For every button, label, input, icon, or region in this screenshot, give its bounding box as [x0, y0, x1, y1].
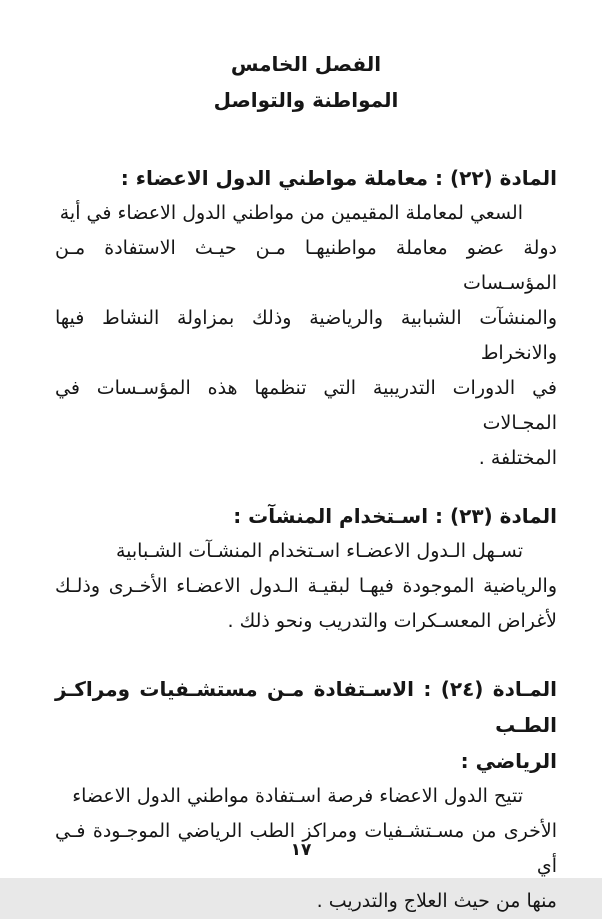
text-line: الأخرى من مسـتشـفيات ومراكز الطب الرياضي الموجـودة فـي أي — [55, 820, 557, 877]
text-line: تتيح الدول الاعضاء فرصة اسـتفادة مواطني الدول الاعضاء — [72, 785, 523, 807]
article-24-heading-line-1: المـادة (٢٤) : الاسـتفادة مـن مستشـفيات ومراكـز الطـب — [55, 677, 557, 737]
article-23-paragraph — [55, 534, 557, 639]
article-22-section — [55, 160, 557, 476]
text-line: منها من حيث العلاج والتدريب . — [316, 890, 557, 912]
text-line: دولة عضو معاملة مواطنيهـا مـن حيـث الاستفادة مـن المؤسـسات — [55, 237, 557, 294]
text-line: والرياضية الموجودة فيهـا لبقيـة الـدول الاعضـاء الأخـرى وذلـك — [55, 575, 557, 597]
article-24-section — [55, 671, 557, 919]
chapter-subtitle: المواطنة والتواصل — [213, 88, 399, 112]
chapter-title: الفصل الخامس — [230, 52, 382, 76]
text-line: لأغراض المعسـكرات والتدريب ونحو ذلك . — [227, 610, 557, 632]
text-line: المختلفة . — [478, 447, 557, 469]
article-24-heading-line-2: الرياضي : — [460, 749, 557, 773]
article-22-paragraph — [55, 196, 557, 476]
article-23-heading: المادة (٢٣) : اسـتخدام المنشآت : — [233, 504, 557, 528]
text-line: السعي لمعاملة المقيمين من مواطني الدول الاعضاء في أية — [59, 202, 523, 224]
text-line: والمنشآت الشبابية والرياضية وذلك بمزاولة النشاط فيها والانخراط — [55, 307, 557, 364]
chapter-header — [55, 46, 557, 118]
article-22-heading: المادة (٢٢) : معاملة مواطني الدول الاعضاء : — [120, 166, 557, 190]
page-number: ١٧ — [290, 840, 312, 860]
text-line: في الدورات التدريبية التي تنظمها هذه المؤسـسات في المجـالات — [55, 377, 557, 434]
article-23-section — [55, 498, 557, 639]
text-line: تسـهل الـدول الاعضـاء اسـتخدام المنشـآت الشـبابية — [115, 540, 523, 562]
